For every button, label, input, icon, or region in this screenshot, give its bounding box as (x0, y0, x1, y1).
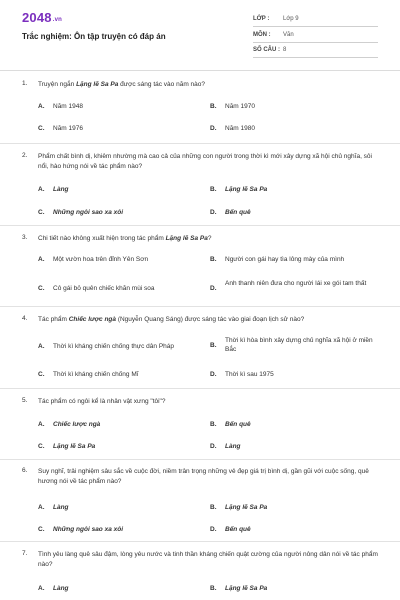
question-stem: Tác phẩm Chiếc lược ngà (Nguyễn Quang Sáng) được sáng tác vào giai đoạn lịch sử nào? (38, 316, 305, 323)
question-number: 4. (22, 315, 28, 322)
logo-tld: .vn (52, 17, 63, 23)
quiz-page: 2048.vn Trắc nghiệm: Ôn tập truyện có đáp án LỚP : Lớp 9 MÔN : Văn SỐ CÂU : 8 1. Truyện ngắn Lặng lẽ Sa Pa được sáng tác vào năm nào? A. Năm 1948 B. Năm 1970 C. Năm 1976 D. Năm 1980 2. Phẩm chất bình dị, khiêm nhường mà cao cả của những con người trong thời kì mới xây dựng xã hội chủ nghĩa, sôi nổi, hào hứng nói về tác phẩm nào? A. Làng B. Lặng lẽ Sa Pa C. Những ngôi sao xa xôi D. Bến quê 3. Chi tiết nào không xuất hiện trong tác phẩm Lặng lẽ Sa Pa? A. Một vườn hoa trên đỉnh Yên Sơn B. Người con gái hay tìa lông mày của mình C. Cô gái bỏ quên chiếc khăn mùi soa D. Anh thanh niên đưa cho người lái xe gói tam thất 4. Tác phẩm Chiếc lược ngà (Nguyễn Quang Sáng) được sáng tác vào giai đoạn lịch sử nào? A. Thời kì kháng chiến chống thực dân Pháp B. Thời kì hòa bình xây dựng chủ nghĩa xã hội ở miền Bắc C. Thời kì kháng chiến chống Mĩ D. Thời kì sau 1975 5. Tác phẩm có ngôi kể là nhân vật xưng "tôi"? A. Chiếc lược ngà B. Bến quê C. Lặng lẽ Sa Pa D. Làng 6. Suy nghĩ, trải nghiệm sâu sắc về cuộc đời, niềm trân trọng những vẻ đẹp giá trị bình dị, gần gũi với cuộc sống, quê hương nói về tác phẩm nào? A. Làng B. Lặng lẽ Sa Pa C. Những ngôi sao xa xôi D. Bến quê 7. Tình yêu làng quê sâu đậm, lòng yêu nước và tinh thần kháng chiến quật cường của người nông dân nói về tác phẩm nào? A. Làng B. Lặng lẽ Sa Pa (0, 0, 400, 600)
meta-count (253, 44, 378, 58)
question-stem: Tình yêu làng quê sâu đậm, lòng yêu nước và tinh thần kháng chiến quật cường của người nông dân nói về tác phẩm nào? (38, 551, 378, 568)
question-number: 3. (22, 234, 28, 241)
divider (0, 225, 400, 226)
meta-class-value: Lớp 9 (283, 16, 299, 22)
site-logo[interactable] (22, 10, 62, 25)
question-stem: Chi tiết nào không xuất hiện trong tác phẩm Lặng lẽ Sa Pa? (38, 235, 212, 242)
question-number: 1. (22, 80, 28, 87)
page-title: Trắc nghiệm: Ôn tập truyện có đáp án (22, 32, 166, 41)
meta-subject (253, 29, 378, 43)
meta-count-label: SỐ CÂU : (253, 47, 280, 53)
logo-main: 2048 (22, 10, 52, 25)
question-number: 6. (22, 467, 28, 474)
divider (0, 388, 400, 389)
meta-class-label: LỚP : (253, 16, 270, 22)
divider (0, 541, 400, 542)
meta-count-value: 8 (283, 47, 287, 53)
header-divider (0, 70, 400, 71)
meta-subject-value: Văn (283, 32, 294, 38)
question-stem: Suy nghĩ, trải nghiệm sâu sắc về cuộc đời, niềm trân trọng những vẻ đẹp giá trị bình dị, gần gũi với cuộc sống, quê hương nói về tác phẩm nào? (38, 468, 369, 485)
question-stem: Truyện ngắn Lặng lẽ Sa Pa được sáng tác vào năm nào? (38, 81, 206, 88)
divider (0, 143, 400, 144)
question-stem: Phẩm chất bình dị, khiêm nhường mà cao cả của những con người trong thời kì mới xây dựng xã hội chủ nghĩa, sôi nổi, hào hứng nói về tác phẩm nào? (38, 153, 372, 170)
header (0, 0, 400, 64)
question-number: 2. (22, 152, 28, 159)
question-stem: Tác phẩm có ngôi kể là nhân vật xưng "tôi"? (38, 398, 166, 405)
question-number: 7. (22, 550, 28, 557)
meta-class (253, 13, 378, 27)
meta-subject-label: MÔN : (253, 32, 271, 38)
divider (0, 459, 400, 460)
question-number: 5. (22, 397, 28, 404)
divider (0, 306, 400, 307)
